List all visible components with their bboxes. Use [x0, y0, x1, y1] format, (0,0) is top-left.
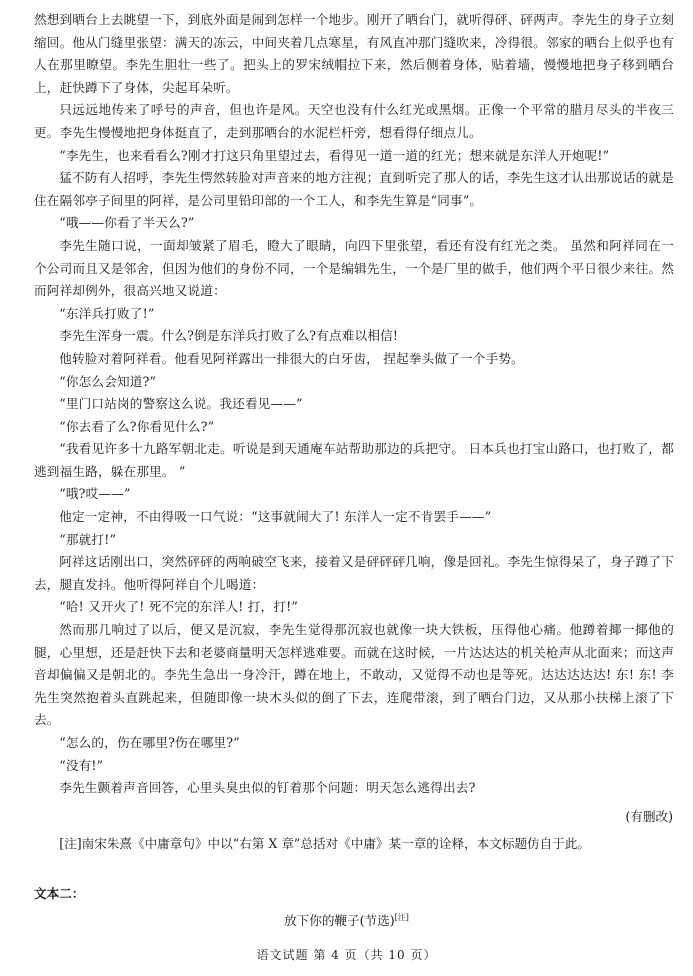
- paragraph: “哈! 又开火了! 死不完的东洋人! 打，打!”: [59, 599, 299, 615]
- paragraph: 猛不防有人招呼，李先生愕然转脸对声音来的地方注视；直到听完了那人的话，李先生这才认出那说话的就是住在隔邻亭子间里的阿祥，是公司里铅印部的一个工人，和李先生算是“同事”。: [34, 170, 674, 208]
- paragraph: “那就打!”: [59, 531, 117, 547]
- paragraph: 李先生颤着声音回答，心里头臭虫似的钉着那个问题：明天怎么逃得出去?: [59, 780, 476, 796]
- attribution: (有删改): [625, 809, 673, 824]
- paragraph: 只远远地传来了呼号的声音，但也许是风。天空也没有什么红光或黑烟。正像一个平常的腊月尽头的半夜三更。李先生慢慢地把身体挺直了，走到那晒台的水泥栏杆旁，想看得仔细点儿。: [34, 102, 674, 140]
- paragraph: “你怎么会知道?”: [59, 373, 157, 389]
- section-label: 文本二：: [34, 886, 85, 901]
- paragraph: “里门口站岗的警察这么说。我还看见——”: [59, 396, 303, 412]
- paragraph: 阿祥这话刚出口，突然砰砰的两响破空飞来，接着又是砰砰砰几响，像是回礼。李先生惊得呆了，身子蹲了下去，腿直发抖。他听得阿祥自个儿喝道：: [34, 554, 674, 592]
- footnote-mark: [注]: [394, 912, 409, 922]
- text-two-title-text: 放下你的鞭子(节选): [284, 913, 395, 928]
- page-footer: 语文试题 第 4 页（共 10 页）: [256, 948, 437, 962]
- paragraph: 他定一定神，不由得吸一口气说：“这事就闹大了! 东洋人一定不肯罢手——”: [59, 509, 492, 525]
- paragraph: 然而那几响过了以后，便又是沉寂，李先生觉得那沉寂也就像一块大铁板，压得他心痛。他蹲着揶一揶他的腿，心里想，还是赶快下去和老婆商量明天怎样逃难要。而就在这时候，一片达达达的机关枪声从北面来；而这声音却偏偏又是朝北的。李先生急出一身冷汗，蹲在地上，不敢动，又觉得不动也是等死。达达达达达! 东! 东! 李先生突然抱着头直跳起来，但随即像一块木头似的倒了下去，连爬带滚，到了晒台门边，又从那小扶梯上滚了下去。: [34, 622, 674, 728]
- paragraph: “没有!”: [59, 757, 104, 773]
- paragraph: “你去看了么?你看见什么?”: [59, 418, 215, 434]
- footnote: [注]南宋朱熹《中庸章句》中以“右第 X 章”总括对《中庸》某一章的诠释，本文标题仿自于此。: [59, 836, 591, 851]
- paragraph: “怎么的，伤在哪里?伤在哪里?”: [59, 735, 240, 750]
- paragraph: 李先生随口说，一面却皱紧了眉毛，瞪大了眼睛，向四下里张望，看还有没有红光之类。 虽然和阿祥同在一个公司而且又是邻舍，但因为他们的身份不同，一个是编辑先生，一个是厂里的做手，他们两个平日很少来往。然而阿祥却例外，很高兴地又说道：: [34, 237, 674, 299]
- paragraph: “李先生，也来看看么?刚才打这只角里望过去，看得见一道一道的红光；想来就是东洋人开炮呢!”: [59, 147, 610, 163]
- paragraph: “哦——你看了半天么?”: [59, 215, 195, 231]
- paragraph: 李先生浑身一震。什么?倒是东洋兵打败了么?有点难以相信!: [59, 328, 399, 344]
- text-two-title: [0, 910, 693, 929]
- paragraph: “哦?哎——”: [59, 486, 131, 502]
- paragraph: 他转脸对着阿祥看。他看见阿祥露出一排很大的白牙齿， 捏起拳头做了一个手势。: [59, 350, 524, 366]
- paragraph: “我看见许多十九路军朝北走。听说是到天通庵车站帮助那边的兵把守。 日本兵也打宝山路口，也打败了，都逃到福生路，躲在那里。 ”: [34, 441, 674, 479]
- story-text: [34, 9, 674, 800]
- paragraph: “东洋兵打败了!”: [59, 305, 155, 321]
- paragraph: 然想到晒台上去眺望一下，到底外面是闹到怎样一个地步。刚开了晒台门，就听得砰、砰两声。李先生的身子立刻缩回。他从门缝里张望：满天的冻云，中间夹着几点寒星，有风直冲那门缝吹来，冷得很。邻家的晒台上似乎也有人在那里瞭望。李先生胆壮一些了。把头上的罗宋绒帽拉下来，然后侧着身体，贴着墙，慢慢地把身子移到晒台上，赶快蹲下了身体，尖起耳朵听。: [34, 12, 674, 95]
